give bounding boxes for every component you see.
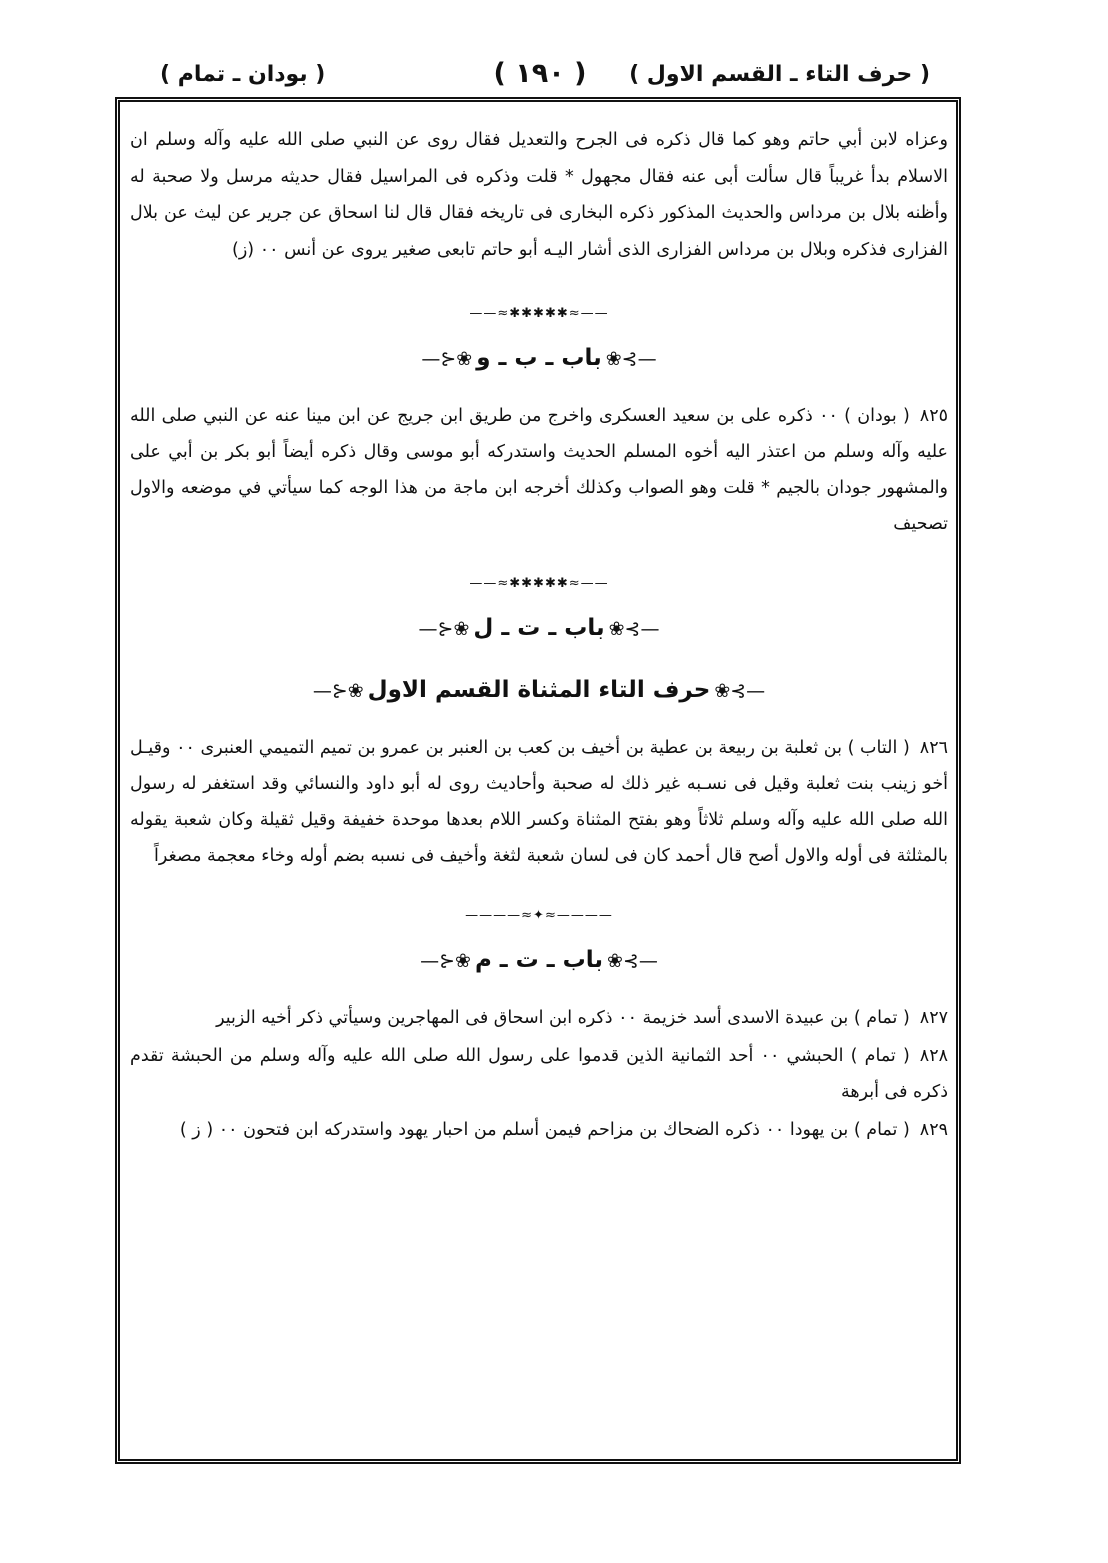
heading-text: باب ـ ت ـ م	[474, 947, 604, 973]
ornament-icon: —⊱❀	[607, 950, 658, 972]
header-section-title: ( حرف التاء ـ القسم الاول )	[629, 62, 930, 87]
ornament-icon: —⊱❀	[714, 680, 766, 702]
continuation-paragraph: وعزاه لابن أبي حاتم وهو كما قال ذكره فى الجرح والتعديل فقال روى عن النبي صلى الله عليه وآله وسلم ان الاسلام بدأ غريباً قال سألت أبى عنه فقال مجهول * قلت وذكره فى المراسيل فقال حديثه مرسل ولا صحبة له وأظنه بلال بن مرداس والحديث المذكور ذكره البخارى فى تاريخه فقال قال لنا اسحاق عن جرير عن ليث عن بلال الفزارى فذكره وبلال بن مرداس الفزارى الذى أشار اليـه أبو حاتم تابعى صغير يروى عن أنس ٠٠ (ز)	[130, 130, 948, 260]
ornament-icon: ❀⊰—	[418, 618, 470, 640]
entry-text: ( تمام ) بن عبيدة الاسدى أسد خزيمة ٠٠ ذكره ابن اسحاق فى المهاجرين وسيأتي ذكر أخيه الزبير	[216, 1008, 910, 1028]
entry-827	[130, 1000, 948, 1036]
heading-text: باب ـ ب ـ و	[476, 345, 602, 371]
entry-text: ( تمام ) بن يهودا ٠٠ ذكره الضحاك بن مزاحم فيمن أسلم من احبار يهود واستدركه ابن فتحون ٠٠ ( ز )	[179, 1120, 910, 1140]
entry-828	[130, 1038, 948, 1110]
page-content	[130, 122, 948, 1150]
ornamental-divider: ——≈✱✱✱✱✱≈——	[469, 576, 609, 591]
section-heading-harf-ta	[130, 668, 948, 712]
entry-number: ٨٢٥	[919, 406, 948, 426]
ornament-icon: ❀⊰—	[421, 348, 473, 370]
section-heading-bab-t-l	[130, 606, 948, 650]
ornament-icon: —⊱❀	[605, 348, 657, 370]
ornament-icon: ❀⊰—	[420, 950, 471, 972]
entry-number: ٨٢٨	[919, 1046, 948, 1066]
heading-text: حرف التاء المثناة القسم الاول	[367, 677, 711, 703]
entry-text: ( بودان ) ٠٠ ذكره على بن سعيد العسكرى واخرج من طريق ابن جريج عن ابن مينا عنه عن النبي صلى الله عليه وآله وسلم من اعتذر اليه أخوه المسلم الحديث واستدركه أبو موسى وقال ذكره أيضاً أبو بكر بن أبي على والمشهور جودان بالجيم * قلت وهو الصواب وكذلك أخرجه ابن ماجة من هذا الوجه كما سيأتي في موضعه والاول تصحيف	[130, 406, 948, 534]
ornament-icon: ❀⊰—	[312, 680, 364, 702]
ornamental-divider: ————≈✦≈————	[465, 908, 613, 923]
ornamental-divider: ——≈✱✱✱✱✱≈——	[469, 306, 609, 321]
ornament-icon: —⊱❀	[608, 618, 660, 640]
section-heading-bab-b-w	[130, 336, 948, 380]
entry-826	[130, 730, 948, 874]
entry-829	[130, 1112, 948, 1148]
entry-number: ٨٢٦	[919, 738, 948, 758]
entry-text: ( التاب ) بن ثعلبة بن ربيعة بن عطية بن أخيف بن كعب بن العنبر بن عمرو بن تميم التميمي العنبرى ٠٠ وقيـل أخو زينب بنت ثعلبة وقيل فى نسـبه غير ذلك له صحبة وأحاديث روى له أبو داود والنسائي وقد استغفر له رسول الله صلى الله عليه وآله وسلم ثلاثاً وهو بفتح المثناة وكسر اللام بعدها موحدة خفيفة وقيل ثقيلة وكان شعبة يقوله بالمثلثة فى أوله والاول أصح قال أحمد كان فى لسان شعبة لثغة وأخيف فى نسبه بضم أوله وخاء معجمة مصغراً	[130, 738, 948, 866]
entry-825	[130, 398, 948, 542]
entry-text: ( تمام ) الحبشي ٠٠ أحد الثمانية الذين قدموا على رسول الله صلى الله عليه وآله وسلم من الحبشة تقدم ذكره فى أبرهة	[130, 1046, 948, 1102]
header-entries-range: ( بودان ـ تمام )	[160, 62, 326, 87]
entry-number: ٨٢٧	[919, 1008, 948, 1028]
heading-text: باب ـ ت ـ ل	[473, 615, 605, 641]
entry-number: ٨٢٩	[919, 1120, 948, 1140]
page-number: ( ١٩٠ )	[493, 58, 587, 89]
section-heading-bab-t-m	[130, 938, 948, 982]
